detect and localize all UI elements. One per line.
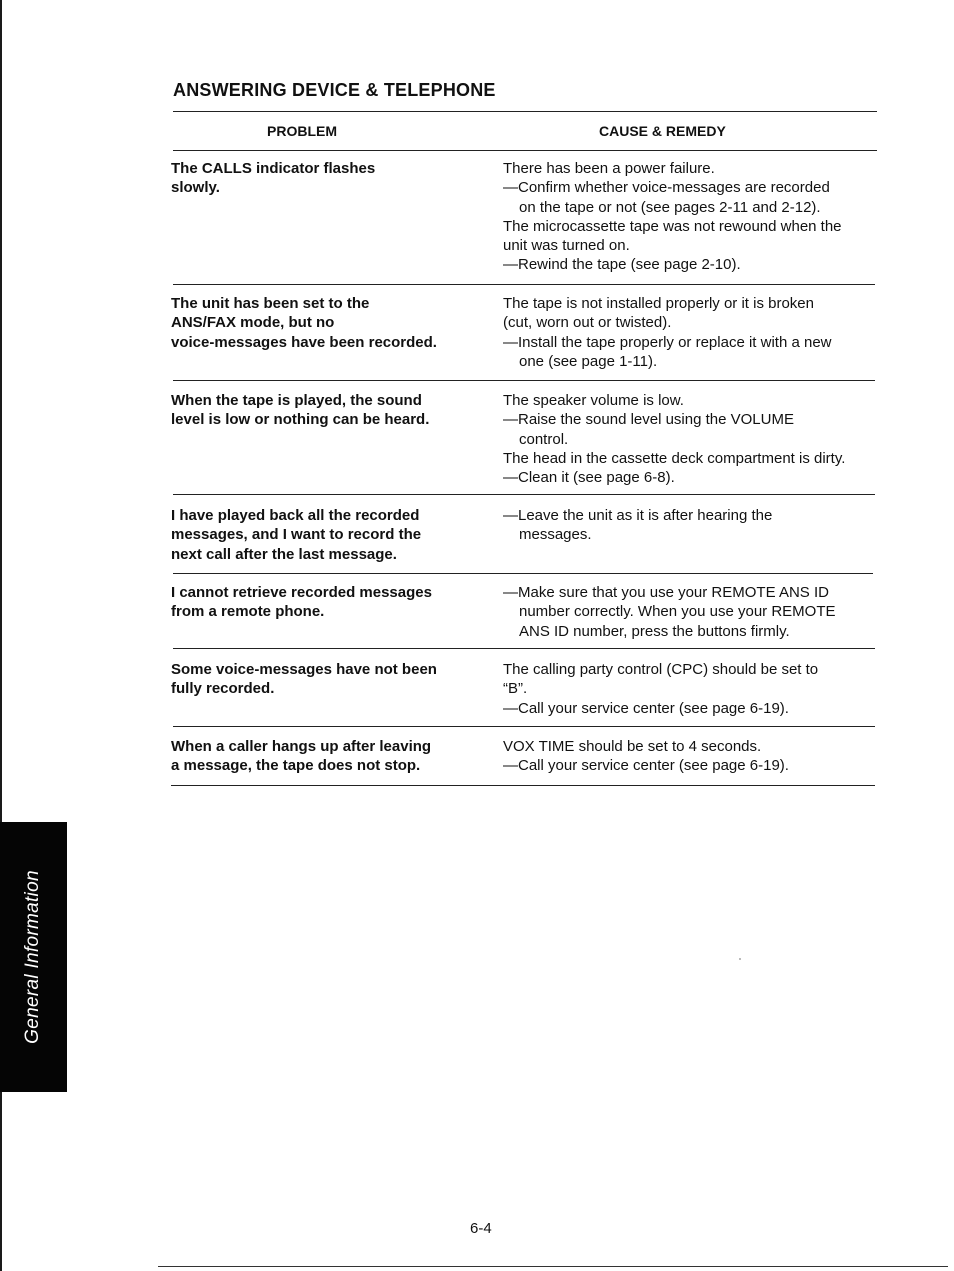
cause-remedy-line: There has been a power failure. (503, 160, 715, 177)
problem-text: Some voice-messages have not been fully recorded. (171, 661, 437, 698)
cause-remedy-line: “B”. (503, 680, 528, 698)
cause-remedy-line: —Make sure that you use your REMOTE ANS ID (503, 584, 829, 601)
problem-text: I cannot retrieve recorded messages from a remote phone. (171, 584, 432, 621)
cause-remedy-text (503, 506, 878, 545)
side-tab-label: General Information (22, 870, 43, 1044)
cause-remedy-text (503, 660, 878, 718)
cause-remedy-line: on the tape or not (see pages 2-11 and 2-12). (519, 198, 821, 216)
row-separator (171, 785, 875, 786)
cause-remedy-line: The microcassette tape was not rewound when the (503, 217, 842, 235)
problem-column-header: PROBLEM (267, 123, 337, 139)
cause-remedy-line: The head in the cassette deck compartment is dirty. (503, 449, 846, 467)
cause-remedy-line: The tape is not installed properly or it is broken (503, 295, 814, 312)
cause-remedy-text (503, 737, 878, 776)
header-rule (173, 150, 877, 151)
cause-remedy-line: The calling party control (CPC) should be set to (503, 661, 819, 678)
row-separator (173, 726, 875, 727)
cause-remedy-text (503, 391, 878, 487)
section-title: ANSWERING DEVICE & TELEPHONE (173, 80, 496, 100)
row-separator (173, 648, 875, 649)
cause-remedy-line: messages. (519, 526, 592, 544)
cause-remedy-line: —Call your service center (see page 6-19). (503, 757, 789, 775)
scan-speck (739, 958, 741, 960)
cause-remedy-line: —Install the tape properly or replace it with a new (503, 333, 832, 351)
cause-remedy-line: number correctly. When you use your REMOTE (519, 603, 836, 621)
title-rule (173, 111, 877, 112)
row-separator (173, 573, 873, 574)
cause-remedy-line: The speaker volume is low. (503, 392, 684, 409)
cause-remedy-line: control. (519, 430, 569, 448)
cause-remedy-line: —Rewind the tape (see page 2-10). (503, 256, 741, 274)
row-separator (173, 284, 875, 285)
problem-text: The unit has been set to the ANS/FAX mode, but no voice-messages have been recorded. (171, 295, 437, 351)
page-number: 6-4 (470, 1220, 492, 1237)
cause-remedy-line: unit was turned on. (503, 237, 630, 255)
problem-text: When the tape is played, the sound level is low or nothing can be heard. (171, 392, 430, 429)
cause-remedy-line: (cut, worn out or twisted). (503, 314, 672, 332)
problem-text: The CALLS indicator flashes slowly. (171, 160, 376, 197)
cause-remedy-line: ANS ID number, press the buttons firmly. (519, 622, 790, 640)
cause-remedy-text (503, 159, 878, 275)
cause-remedy-line: —Confirm whether voice-messages are recorded (503, 179, 830, 197)
page-bottom-edge (158, 1266, 948, 1267)
cause-remedy-line: —Raise the sound level using the VOLUME (503, 411, 794, 429)
row-separator (173, 494, 875, 495)
cause-remedy-line: VOX TIME should be set to 4 seconds. (503, 738, 762, 755)
cause-remedy-line: —Call your service center (see page 6-19). (503, 699, 789, 717)
cause-remedy-line: one (see page 1-11). (519, 352, 658, 370)
problem-text: I have played back all the recorded messages, and I want to record the next call after the last message. (171, 507, 422, 563)
cause-remedy-line: —Leave the unit as it is after hearing the (503, 507, 773, 524)
cause-remedy-column-header: CAUSE & REMEDY (599, 123, 726, 139)
cause-remedy-text (503, 294, 878, 371)
problem-text: When a caller hangs up after leaving a message, the tape does not stop. (171, 738, 432, 775)
cause-remedy-text (503, 583, 878, 641)
row-separator (173, 380, 875, 381)
cause-remedy-line: —Clean it (see page 6-8). (503, 469, 675, 487)
